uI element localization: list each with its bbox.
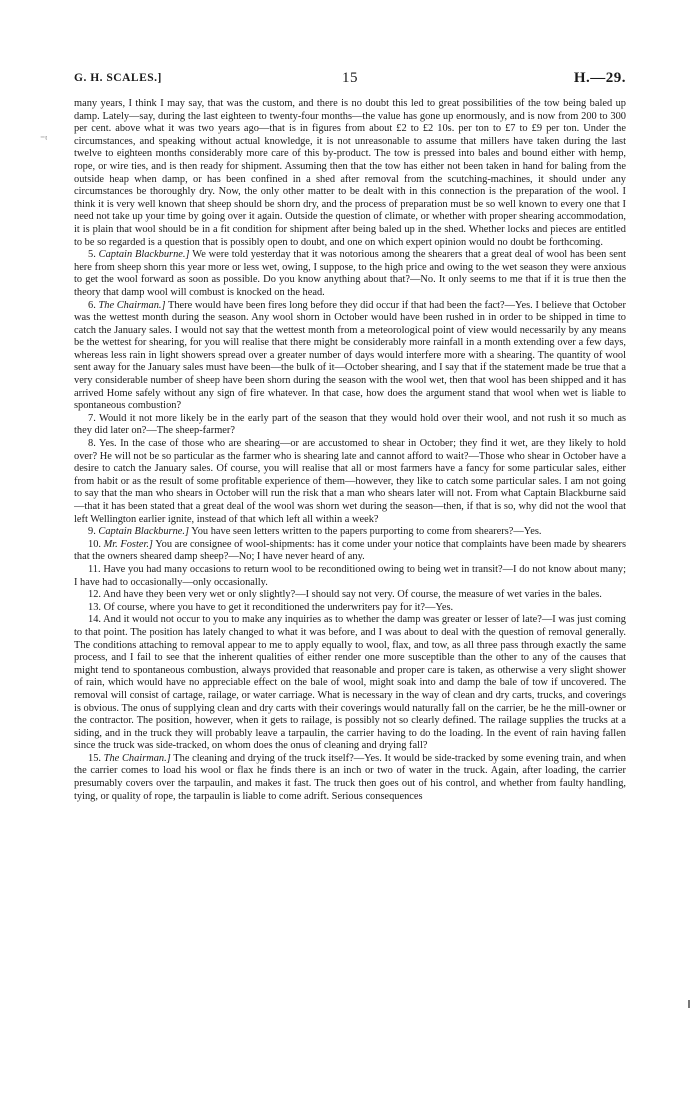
paragraph-text: Yes. In the case of those who are shearing—or are accustomed to shear in October; they find it wet, are they likely to hold over? He will not be so particular as the farmer who is shearing late and cannot afford to wait?—Those who shear in October have a desire to catch the January sales. Of course, you will realise that all or most farmers have a fancy for some particular sales, either from habit or as the result of some profitable experience of them—however, they like to catch some particular sales. I am not going to say that the man who shears in October will run the risk that a man who shears later will not. From what Captain Blackburne said—that it has been stated that a great deal of the wool was shorn wet during the season—then, if that is so, why did not the wool that left Wellington earlier ignite, instead of that which left all within a week? [74,438,626,525]
paragraph [74,98,626,249]
paragraph-text: You have seen letters written to the papers purporting to come from shearers?—Yes. [191,526,542,538]
paragraph [74,526,626,539]
document-page [74,70,626,1106]
question-number: 8. [88,438,96,450]
paragraph [74,413,626,438]
paragraph [74,539,626,564]
paragraph-text: Would it not more likely be in the early part of the season that they would hold over their wool, and not rush it so much as they did later on?—The sheep-farmer? [74,412,626,437]
question-number: 5. [88,249,96,261]
margin-annotation: ⁻ᵗ [40,134,48,145]
body-text [74,98,626,803]
paragraph [74,300,626,413]
speaker-label: Captain Blackburne.] [98,526,190,538]
header-author: G. H. SCALES.] [74,72,162,84]
question-number: 6. [88,299,96,311]
paragraph [74,602,626,615]
question-number: 14. [88,614,101,626]
paragraph-text: And it would not occur to you to make any inquiries as to whether the damp was greater or lesser of late?—I was just coming to that point. The position has lately changed to what it was before, and I was about to deal with the question of removal generally. The conditions attaching to removal appear to me to apply equally to wool, flax, and tow, as all three pass through exactly the same process, and I fail to see that the inherent qualities of either render one more susceptible than the other to any of the causes that might tend to spontaneous combustion, always provided that reasonable and proper care is taken, as otherwise a very slight shower of rain, which would have no appreciable effect on the bale of wool, might soak into and damp the bale of tow if uncovered. The removal will consist of cartage, railage, or water carriage. What is necessary in the way of clean and dry carts, trucks, and coverings is obvious. The onus of supplying clean and dry carts with their coverings would naturally fall on the carrier, be he the mill-owner or the contractor. The position, however, when it gets to railage, is possibly not so clearly defined. The railage supplies the trucks at a siding, and in the truck they will probably leave a tarpaulin, the carrier having to do the loading. In the event of rain having fallen since the truck was side-tracked, on whom does the onus of cleaning and drying fall? [74,614,626,752]
paragraph-text: Of course, where you have to get it reconditioned the underwriters pay for it?—Yes. [103,601,454,613]
question-number: 7. [88,412,96,424]
question-number: 15. [88,752,101,764]
paragraph-text: And have they been very wet or only slightly?—I should say not very. Of course, the measure of wet varies in the bales. [103,589,602,601]
page-number: 15 [342,70,358,86]
paragraph-text: There would have been fires long before they did occur if that had been the fact?—Yes. I believe that October was the wettest month during the season. Any wool shorn in October would have been rushed in in order to be shipped in time to catch the January sales. I would not say that the wettest month from a meteorological point of view would necessarily by any means be the wettest for shearing, for you will realise that there might be considerably more rainfall in a month extending over a few days, whereas less rain in light showers spread over a greater number of days would interfere more with a shearing. The quantity of wool sent away for the January sales must have been—the bulk of it—October shearing, and I say that if the statement made be true that a very considerable number of sheep have been shorn during the season with the wool wet, then that wool has been shipped and it has arrived Home safely without any sign of fire whatever. In that case, how does the argument stand that wool when wet is liable to spontaneous combustion? [74,299,626,412]
running-header [74,70,626,90]
question-number: 13. [88,601,101,613]
paragraph-text: You are consignee of wool-shipments: has it come under your notice that complaints have been made by shearers that the owners sheared damp sheep?—No; I have never heard of any. [74,538,626,563]
paragraph [74,614,626,753]
question-number: 11. [88,563,101,575]
document-reference: H.—29. [573,70,626,86]
paragraph [74,589,626,602]
paragraph [74,564,626,589]
question-number: 10. [88,538,101,550]
paragraph-text: Have you had many occasions to return wool to be reconditioned owing to being wet in transit?—I do not know about many; I have had to occasionally—only occasionally. [74,563,626,588]
speaker-label: Captain Blackburne.] [98,249,190,261]
question-number: 12. [88,589,101,601]
scan-edge-mark [688,1000,690,1008]
paragraph-text: The cleaning and drying of the truck itself?—Yes. It would be side-tracked by some evening train, and when the carrier comes to load his wool or flax he finds there is an inch or two of water in the truck. Again, after loading, the carrier presumably covers over the tarpaulin, and makes it fast. The truck then goes out of his control, and whether from faulty handling, tying, or quality of rope, the tarpaulin is liable to come adrift. Serious consequences [74,752,626,802]
speaker-label: The Chairman.] [98,299,166,311]
paragraph [74,438,626,526]
paragraph [74,249,626,299]
speaker-label: Mr. Foster.] [103,538,153,550]
question-number: 9. [88,526,96,538]
paragraph-text: We were told yesterday that it was notorious among the shearers that a great deal of wool has been sent here from sheep shorn this year more or less wet, owing, I suppose, to the high price and owing to the wet season they were anxious to get the wool forward as soon as possible. Do you know anything about that?—No. It only seems to me that if it is true then the theory that damp wool will combust is knocked on the head. [74,249,626,298]
paragraph-text: many years, I think I may say, that was the custom, and there is no doubt this led to great possibilities of the tow being baled up damp. Lately—say, during the last eighteen to twenty-four months—the value has gone up enormously, and is now from 200 to 300 per cent. above what it was two years ago—that is in figures from about £2 to £2 10s. per ton to £7 to £9 per ton. Under the circumstances, and speaking without actual knowledge, it is not unreasonable to assume that millers have taken during the last twelve to eighteen months considerably more care of this by-product. The tow is pressed into bales and bound either with hemp, rope, or wire ties, and is then ready for shipment. Assuming then that the tow has either not been taken in hand for baling from the outside heap when damp, or has been confined in a shed after removal from the scutching-machines, it should under any circumstances be thoroughly dry. Now, the only other matter to be dealt with in this connection is the preparation of the wool. I think it is very well known that sheep should be shorn dry, and the process of preparation must be so well known to every one that I need not take up your time by going over it again. Outside the question of climate, or whether with proper shearing accommodation, it is plain that wool should be in a fit condition for shipment after being baled up in the shed. Whether locks and pieces are entitled to be so regarded is a question that is possibly open to doubt, and one on which expert opinion would no doubt be forthcoming. [74,98,626,248]
speaker-label: The Chairman.] [103,752,171,764]
paragraph [74,753,626,803]
